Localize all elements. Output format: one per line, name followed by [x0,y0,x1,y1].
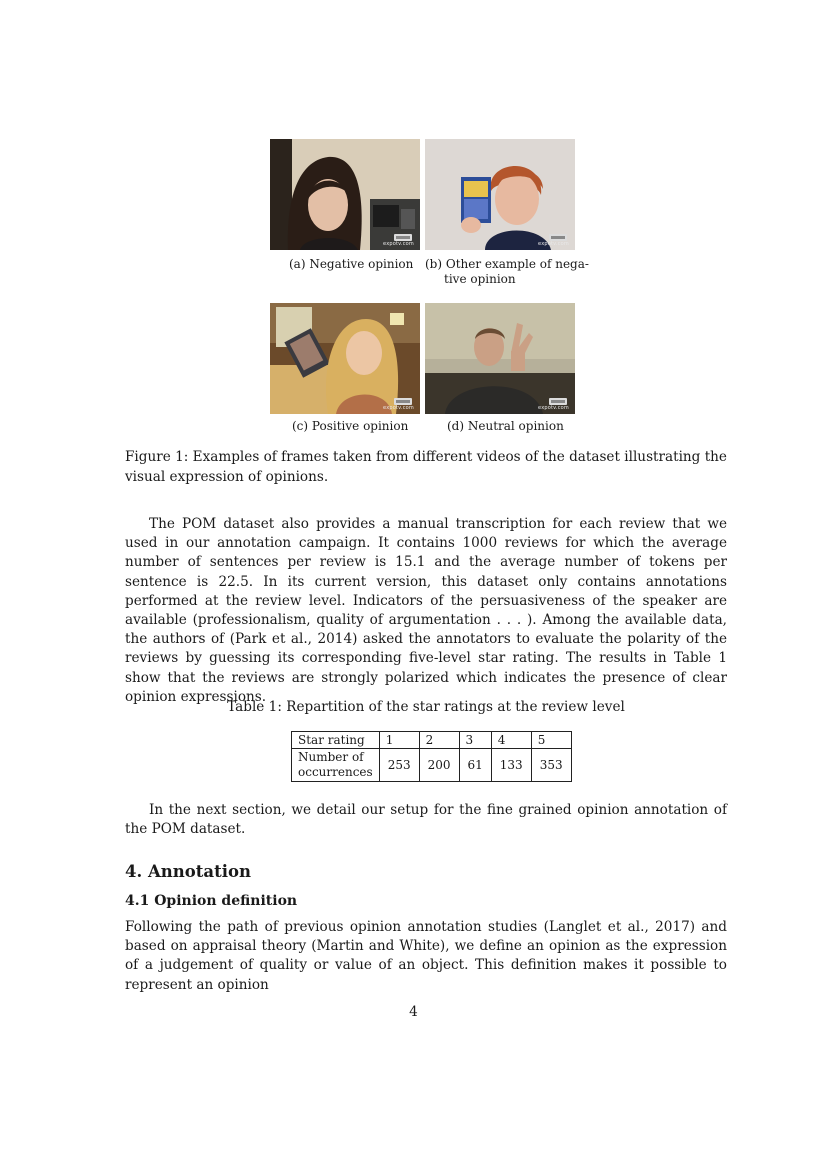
table-header-star-rating: Star rating [292,732,380,749]
table-row [292,749,572,782]
table-cell-count: 353 [531,749,571,782]
figure-panel-d-label: (d) Neutral opinion [447,419,564,433]
table-caption: Table 1: Repartition of the star ratings at the review level [227,699,625,715]
watermark-logo [549,234,567,241]
table-cell-rating: 5 [531,732,571,749]
subsection-heading: 4.1 Opinion definition [125,893,298,909]
figure-panel-c-label: (c) Positive opinion [292,419,409,433]
body-paragraph-3: Following the path of previous opinion annotation studies (Langlet et al., 2017) and based on appraisal theory (Martin and White), we define an opinion as the expression of a judgement of quality or value of an object. This definition makes it possible to represent an opinion [125,919,727,993]
watermark-logo [394,398,412,405]
body-paragraph-2: In the next section, we detail our setup for the fine grained opinion annotation of the POM dataset. [125,802,727,838]
figure-panel-b-label-line2: tive opinion [444,272,516,286]
table-cell-rating: 2 [419,732,459,749]
table-cell-rating: 4 [491,732,531,749]
figure-caption: Figure 1: Examples of frames taken from different videos of the dataset illustrating the visual expression of opinions. [125,449,727,485]
figure-panel-b-label [425,257,590,287]
occurrences-line1: Number of [298,750,364,764]
table-cell-count: 133 [491,749,531,782]
table-header-occurrences [292,749,380,782]
watermark-text: expotv.com [538,241,569,247]
watermark-logo [549,398,567,405]
figure-panel-d-image [425,303,575,414]
watermark-text: expotv.com [383,241,414,247]
watermark-logo [394,234,412,241]
table-cell-count: 61 [459,749,491,782]
figure-panel-a-label: (a) Negative opinion [289,257,414,271]
section-heading: 4. Annotation [125,862,251,881]
watermark-text: expotv.com [383,405,414,411]
body-paragraph-1: The POM dataset also provides a manual transcription for each review that we used in our annotation campaign. It contains 1000 reviews for which the average number of sentences per review is 15.1 and the average number of tokens per sentence is 22.5. In its current version, this dataset only contains annotations performed at the review level. Indicators of the persuasiveness of the speaker are available (professionalism, quality of argumentation . . . ). Among the available data, the authors of (Park et al., 2014) asked the annotators to evaluate the polarity of the reviews by guessing its corresponding five-level star rating. The results in Table 1 show that the reviews are strongly polarized which indicates the presence of clear opinion expressions. [125,516,727,705]
figure-panel-a-image [270,139,420,250]
table-cell-rating: 1 [379,732,419,749]
figure-panel-b-label-line1: (b) Other example of nega- [425,257,589,271]
table-cell-count: 253 [379,749,419,782]
figure-panel-b-image [425,139,575,250]
watermark-text: expotv.com [538,405,569,411]
table-row [292,732,572,749]
star-rating-table [291,731,572,782]
table-cell-count: 200 [419,749,459,782]
figure-panel-c-image [270,303,420,414]
occurrences-line2: occurrences [298,765,373,779]
page-number: 4 [409,1004,418,1020]
table-cell-rating: 3 [459,732,491,749]
